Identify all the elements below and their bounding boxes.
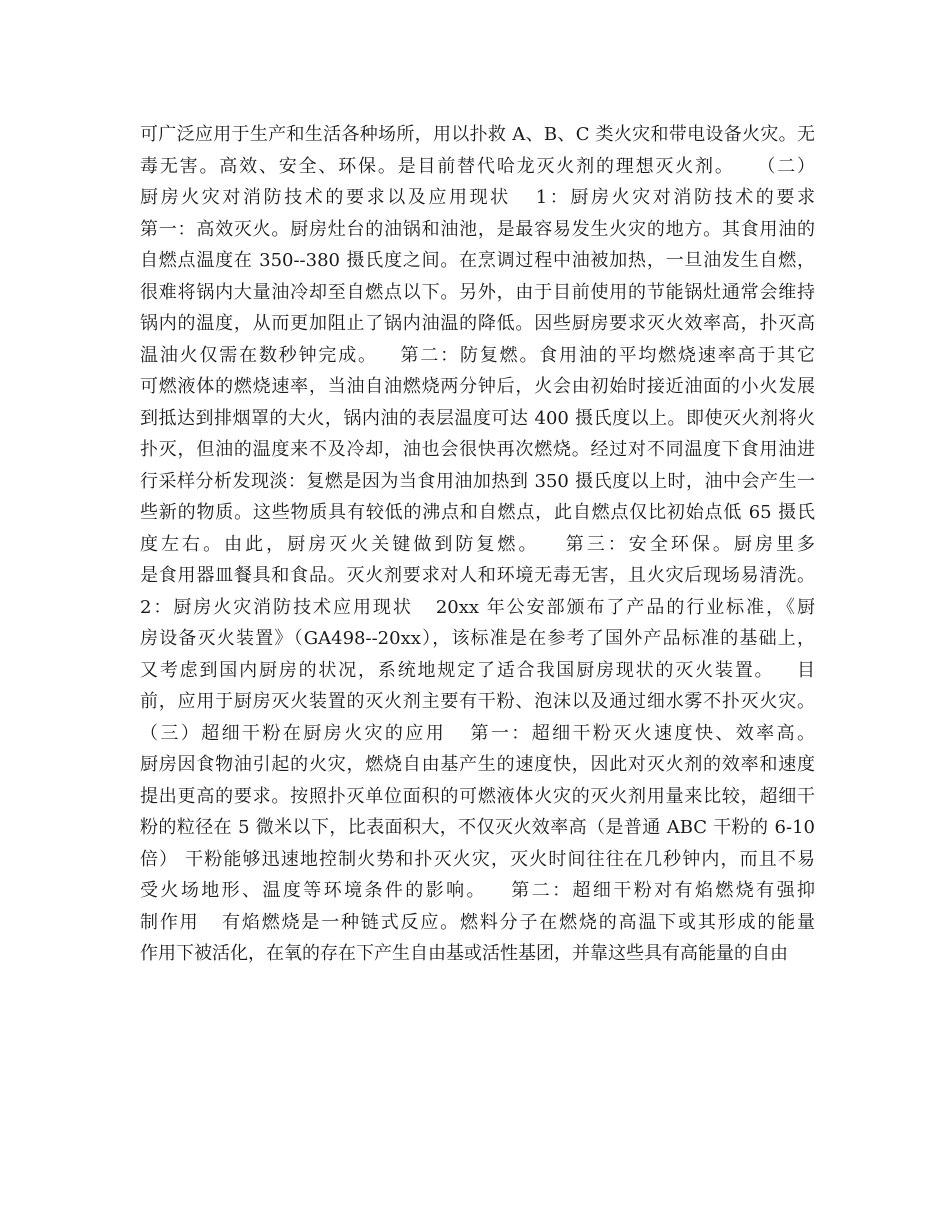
document-body (140, 119, 815, 970)
text-line: 扑灭，但油的温度来不及冷却，油也会很快再次燃烧。经过对不同温度下食用油进 (140, 439, 815, 460)
text-line: 作用下被活化，在氧的存在下产生自由基或活性基团，并靠这些具有高能量的自由 (140, 943, 788, 964)
text-line: 温油火仅需在数秒钟完成。 第二：防复燃。食用油的平均燃烧速率高于其它 (140, 344, 815, 366)
text-line: 第一：高效灭火。厨房灶台的油锅和油池，是最容易发生火灾的地方。其食用油的 (140, 218, 815, 240)
text-line: （三）超细干粉在厨房火灾的应用 第一：超细干粉灭火速度快、效率高。 (140, 722, 815, 744)
text-line: 很难将锅内大量油冷却至自燃点以下。另外，由于目前使用的节能锅灶通常会维持 (140, 281, 815, 303)
text-line: 粉的粒径在 5 微米以下，比表面积大，不仅灭火效率高（是普通 ABC 干粉的 6-10 (140, 817, 815, 838)
text-line: 受火场地形、温度等环境条件的影响。 第二：超细干粉对有焰燃烧有强抑 (140, 880, 815, 901)
text-line: 行采样分析发现淡：复燃是因为当食用油加热到 350 摄氏度以上时，油中会产生一 (140, 470, 815, 492)
text-line: 提出更高的要求。按照扑灭单位面积的可燃液体火灾的灭火剂用量来比较，超细干 (140, 785, 815, 807)
text-line: 可燃液体的燃烧速率，当油自油燃烧两分钟后，火会由初始时接近油面的小火发展 (140, 376, 815, 397)
text-line: 倍） 干粉能够迅速地控制火势和扑灭火灾，灭火时间往往在几秒钟内，而且不易 (140, 848, 815, 870)
text-line: 前，应用于厨房灭火装置的灭火剂主要有干粉、泡沫以及通过细水雾不扑灭火灾。 (140, 691, 815, 712)
text-line: 锅内的温度，从而更加阻止了锅内油温的降低。因些厨房要求灭火效率高，扑灭高 (140, 313, 815, 334)
text-line: 厨房火灾对消防技术的要求以及应用现状 1：厨房火灾对消防技术的要求 (140, 187, 815, 208)
text-line: 些新的物质。这些物质具有较低的沸点和自燃点，此自燃点仅比初始点低 65 摄氏 (140, 502, 815, 523)
text-line: 自燃点温度在 350--380 摄氏度之间。在烹调过程中油被加热，一旦油发生自燃， (140, 250, 815, 271)
text-line: 又考虑到国内厨房的状况，系统地规定了适合我国厨房现状的灭火装置。 目 (140, 659, 815, 681)
text-line: 度左右。由此，厨房灭火关键做到防复燃。 第三：安全环保。厨房里多 (140, 533, 815, 555)
text-line: 2：厨房火灾消防技术应用现状 20xx 年公安部颁布了产品的行业标准，《厨 (140, 596, 815, 618)
text-line: 是食用器皿餐具和食品。灭火剂要求对人和环境无毒无害，且火灾后现场易清洗。 (140, 565, 815, 586)
text-line: 房设备灭火装置》（GA498--20xx），该标准是在参考了国外产品标准的基础上， (140, 628, 815, 649)
text-line: 到抵达到排烟罩的大火，锅内油的表层温度可达 400 摄氏度以上。即使灭火剂将火 (140, 407, 815, 429)
text-line: 厨房因食物油引起的火灾，燃烧自由基产生的速度快，因此对灭火剂的效率和速度 (140, 754, 815, 775)
text-line: 毒无害。高效、安全、环保。是目前替代哈龙灭火剂的理想灭火剂。 （二） (140, 155, 815, 177)
text-line: 制作用 有焰燃烧是一种链式反应。燃料分子在燃烧的高温下或其形成的能量 (140, 911, 815, 933)
text-line: 可广泛应用于生产和生活各种场所，用以扑救 A、B、C 类火灾和带电设备火灾。无 (140, 124, 815, 145)
